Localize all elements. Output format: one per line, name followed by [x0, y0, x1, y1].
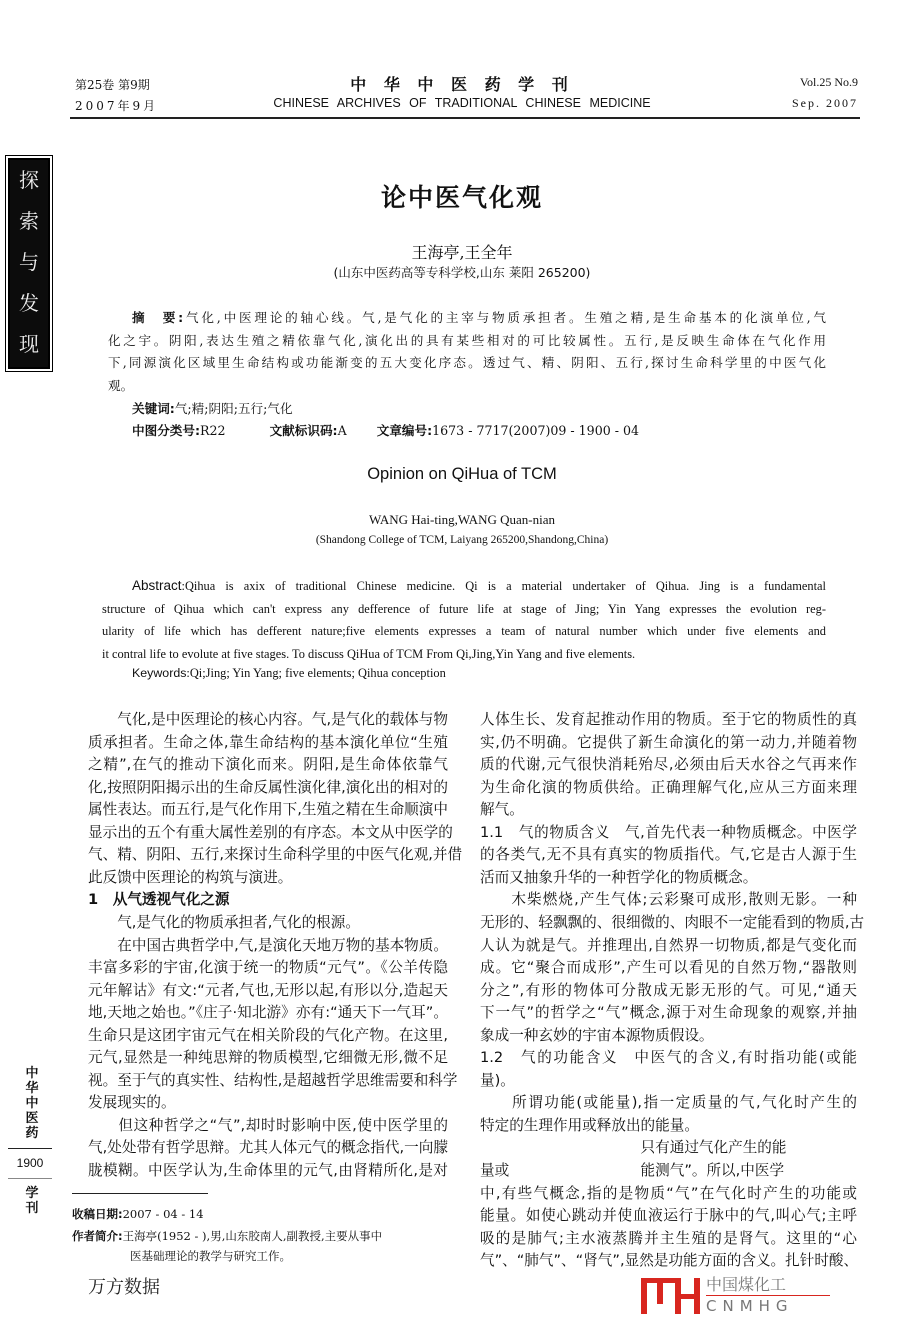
body-line: 1.2 气的功能含义 中医气的含义,有时指功能(或能	[480, 1049, 857, 1067]
margin-char: 刊	[25, 1201, 39, 1216]
affiliation: (山东中医药高等专科学校,山东 莱阳 265200)	[333, 265, 591, 280]
body-line: 在中国古典哲学中,气,是演化天地万物的基本物质。	[88, 936, 448, 954]
body-line: 分之”,有形的物体可分散成无影无形的气。可见,“通天	[480, 981, 857, 999]
author-bio-line1: 王海亭(1952 - ),男,山东胶南人,副教授,主要从事中	[122, 1229, 383, 1243]
abstract-en-line	[102, 599, 826, 619]
body-line: 特定的生理作用或释放出的能量。	[480, 1116, 699, 1134]
margin-rule	[8, 1178, 52, 1179]
body-line: 质的代谢,元气很快消耗殆尽,必须由后天水谷之气再来作	[480, 756, 857, 774]
watermark-logo-icon	[640, 1276, 702, 1316]
classification-row	[132, 420, 639, 439]
body-line: 量或 能测气”。所以,中医学	[480, 1162, 785, 1179]
keywords-value: 气;精;阴阳;五行;气化	[174, 401, 293, 416]
body-line: 元气,显然是一种纯思辩的物质模型,它细微无形,微不足	[88, 1049, 448, 1067]
body-line: 所谓功能(或能量),指一定质量的气,气化时产生的	[480, 1094, 857, 1112]
body-line: 视。至于气的真实性、结构性,是超越哲学思维需要和科学	[88, 1071, 458, 1089]
doc-code-value: A	[337, 423, 347, 438]
abstract-en-text: ularity of life which has defferent nature;five elements expresses a team of natural number which under five elements and	[102, 624, 826, 639]
margin-rule	[8, 1148, 52, 1149]
keywords-en-label: Keywords	[132, 666, 187, 680]
body-line: 量)。	[480, 1071, 515, 1089]
body-line: 为生命化演的物质供给。正确理解气化,应从三方面来理	[480, 778, 857, 796]
body-line: 无形的、轻飘飘的、很细微的、肉眼不一定能看到的物质,古	[480, 913, 865, 931]
abstract-en-text: it contral life to evolute at five stages. To discuss QiHua of TCM From Qi,Jing,Yin Yang and five elements.	[102, 647, 636, 662]
keywords-en	[132, 666, 446, 681]
abstract-en-line	[132, 576, 826, 596]
margin-char: 中	[25, 1066, 39, 1081]
body-line: 元年解诂》有文:“元者,气也,无形以起,有形以分,造起天	[88, 981, 448, 999]
body-line: 丰富多彩的宇宙,化演于统一的物质“元气”。《公羊传隐	[88, 959, 448, 977]
body-line: 下一气”的哲学之“气”概念,源于对生命现象的观察,并抽	[480, 1004, 857, 1022]
margin-char: 华	[25, 1081, 39, 1096]
section-tab-char: 现	[19, 332, 39, 356]
article-no-label: 文章编号:	[376, 423, 433, 438]
body-line: 气,是气化的物质承担者,气化的根源。	[88, 913, 360, 931]
author-bio-label: 作者简介:	[72, 1229, 123, 1243]
received-value: 2007 - 04 - 14	[122, 1207, 204, 1221]
article-title: 论中医气化观	[380, 183, 543, 212]
body-line: 生命只是这团宇宙元气在相关阶段的气化产物。在这里,	[88, 1026, 448, 1044]
journal-name-en: CHINESE ARCHIVES OF TRADITIONAL CHINESE MEDICINE	[273, 96, 651, 110]
margin-char: 学	[25, 1186, 39, 1201]
body-line: 人认为就是气。并推理出,自然界一切物质,都是气变化而	[480, 936, 857, 954]
body-line: 显示出的五个有重大属性差别的有序态。本文从中医学的	[88, 823, 453, 841]
volume-en: Vol.25 No.9	[799, 75, 858, 89]
abstract-cn-line	[108, 376, 826, 396]
body-line: 气,处处带有哲学思辩。尤其人体元气的概念指代,一向朦	[88, 1139, 448, 1157]
abstract-en-label: Abstract	[132, 578, 182, 593]
margin-char: 药	[25, 1126, 39, 1141]
doc-code-label: 文献标识码:	[269, 423, 338, 438]
body-line: 实,仍不明确。它提供了新生命演化的第一动力,并随着物	[480, 733, 857, 751]
abstract-en-line	[102, 644, 826, 664]
english-authors: WANG Hai-ting,WANG Quan-nian	[369, 512, 555, 527]
body-line: 1 从气透视气化之源	[88, 891, 230, 909]
journal-name-cn: 中 华 中 医 药 学 刊	[350, 75, 574, 94]
keywords-label: 关键词:	[132, 401, 175, 416]
body-line: 1.1 气的物质含义 气,首先代表一种物质概念。中医学	[480, 823, 857, 841]
authors: 王海亭,王全年	[411, 243, 513, 262]
page-number: 1900	[16, 1156, 44, 1170]
author-bio	[72, 1228, 382, 1244]
body-line: 气化,是中医理论的核心内容。气,是气化的载体与物	[88, 711, 448, 728]
abstract-cn-text: 化之宇。阴阳,表达生殖之精依靠气化,演化出的具有某些相对的可比较属性。五行,是反映生命体在气化作用	[108, 332, 826, 348]
watermark-text-en: CNMHG	[706, 1297, 794, 1315]
issue-date-cn: 2007年9月	[75, 99, 159, 113]
body-line: 但这种哲学之“气”,却时时影响中医,使中医学里的	[88, 1116, 448, 1134]
watermark-text-cn: 中国煤化工	[706, 1275, 787, 1294]
margin-journal-name	[18, 1066, 46, 1141]
body-line: 象成一种玄妙的宇宙本源物质假设。	[480, 1026, 714, 1044]
received-label: 收稿日期:	[72, 1207, 123, 1221]
body-line: 只有通过气化产生的能	[480, 1139, 787, 1157]
body-line: 胧模糊。中医学认为,生命体里的元气,由肾精所化,是对	[88, 1162, 448, 1179]
body-line: 属性表达。而五行,是气化作用下,生殖之精在生命顺演中	[88, 801, 448, 819]
body-line: 之精”,在气的推动下演化而来。阴阳,是生命体依靠气	[88, 756, 448, 774]
body-line: 成。它“聚合而成形”,产生可以看见的自然万物,“器散则	[480, 959, 857, 977]
body-line: 木柴燃烧,产生气体;云彩聚可成形,散则无影。一种	[480, 891, 857, 909]
english-affiliation: (Shandong College of TCM, Laiyang 265200,Shandong,China)	[315, 534, 609, 546]
abstract-cn-text: 气化,中医理论的轴心线。气,是气化的主宰与物质承担者。生殖之精,是生命基本的化演单位,气	[183, 310, 827, 325]
article-no-value: 1673 - 7717(2007)09 - 1900 - 04	[432, 423, 640, 438]
english-title: Opinion on QiHua of TCM	[367, 465, 557, 483]
body-line: 气、精、阴阳、五行,来探讨生命科学里的中医气化观,并借	[88, 846, 463, 864]
footnote-rule	[72, 1193, 208, 1194]
watermark	[640, 1276, 850, 1318]
author-bio-line2: 医基础理论的教学与研究工作。	[130, 1249, 291, 1263]
keywords-cn	[132, 398, 293, 417]
abstract-en-text: structure of Qihua which can't express any defference of future life at stage of Jing; Yin Yang expresses the evolution reg-	[102, 601, 826, 616]
body-line: 发展现实的。	[88, 1094, 176, 1112]
abstract-cn-label: 摘 要:	[132, 310, 184, 325]
section-tab-char: 发	[19, 291, 39, 315]
body-line: 能量。如使心跳动并使血液运行于脉中的气,叫心气;主呼	[480, 1207, 857, 1225]
body-line: 的各类气,无不具有真实的物质指代。气,它是古人源于生	[480, 846, 857, 864]
margin-char: 中	[25, 1096, 39, 1111]
issue-date-en: Sep. 2007	[792, 96, 858, 110]
body-line: 化,按照阴阳揭示出的生命反属性演化律,演化出的相对的	[88, 778, 448, 796]
body-line: 中,有些气概念,指的是物质“气”在气化时产生的功能或	[480, 1184, 857, 1202]
abstract-cn-text: 下,同源演化区域里生命结构或功能渐变的五大变化序态。透过气、精、阴阳、五行,探讨生命科学里的中医气化	[108, 355, 826, 370]
abstract-en-text: :Qihua is axix of traditional Chinese medicine. Qi is a material undertaker of Qihua. Jing is a fundamental	[181, 579, 826, 593]
watermark-rule	[706, 1295, 830, 1296]
body-line: 地,天地之始也。”《庄子·知北游》亦有:“通天下一气耳”。	[88, 1004, 448, 1022]
margin-char: 医	[25, 1111, 39, 1126]
body-line: 吸的是肺气;主水液蒸腾并主生殖的是肾气。这里的“心	[480, 1229, 857, 1247]
section-tab-char: 探	[19, 168, 39, 192]
body-line: 气”、“肺气”、“肾气”,显然是功能方面的含义。扎针时酸、	[480, 1252, 859, 1270]
clc-label: 中图分类号:	[132, 423, 201, 438]
section-tab	[8, 158, 50, 369]
abstract-cn-text: 观。	[108, 377, 134, 393]
section-tab-char: 与	[19, 250, 39, 274]
abstract-cn-line	[108, 353, 826, 373]
body-line: 解气。	[480, 801, 524, 819]
body-line: 人体生长、发育起推动作用的物质。至于它的物质性的真	[480, 711, 857, 728]
abstract-en-line	[102, 621, 826, 641]
abstract-cn-line	[108, 331, 826, 351]
margin-journal-suffix	[18, 1186, 46, 1216]
source-mark: 万方数据	[88, 1277, 160, 1298]
volume-issue: 第25卷 第9期	[75, 78, 150, 92]
section-tab-char: 索	[19, 209, 39, 233]
keywords-en-value: :Qi;Jing; Yin Yang; five elements; Qihua conception	[186, 666, 446, 680]
clc-value: R22	[200, 423, 226, 438]
header-rule	[70, 117, 860, 119]
body-line: 此反馈中医理论的构筑与演进。	[88, 868, 293, 886]
received-date	[72, 1206, 204, 1222]
body-line: 质承担者。生命之体,靠生命结构的基本演化单位“生殖	[88, 733, 448, 751]
body-line: 活而又抽象升华的一种哲学化的物质概念。	[480, 868, 758, 886]
abstract-cn-line	[132, 308, 826, 328]
